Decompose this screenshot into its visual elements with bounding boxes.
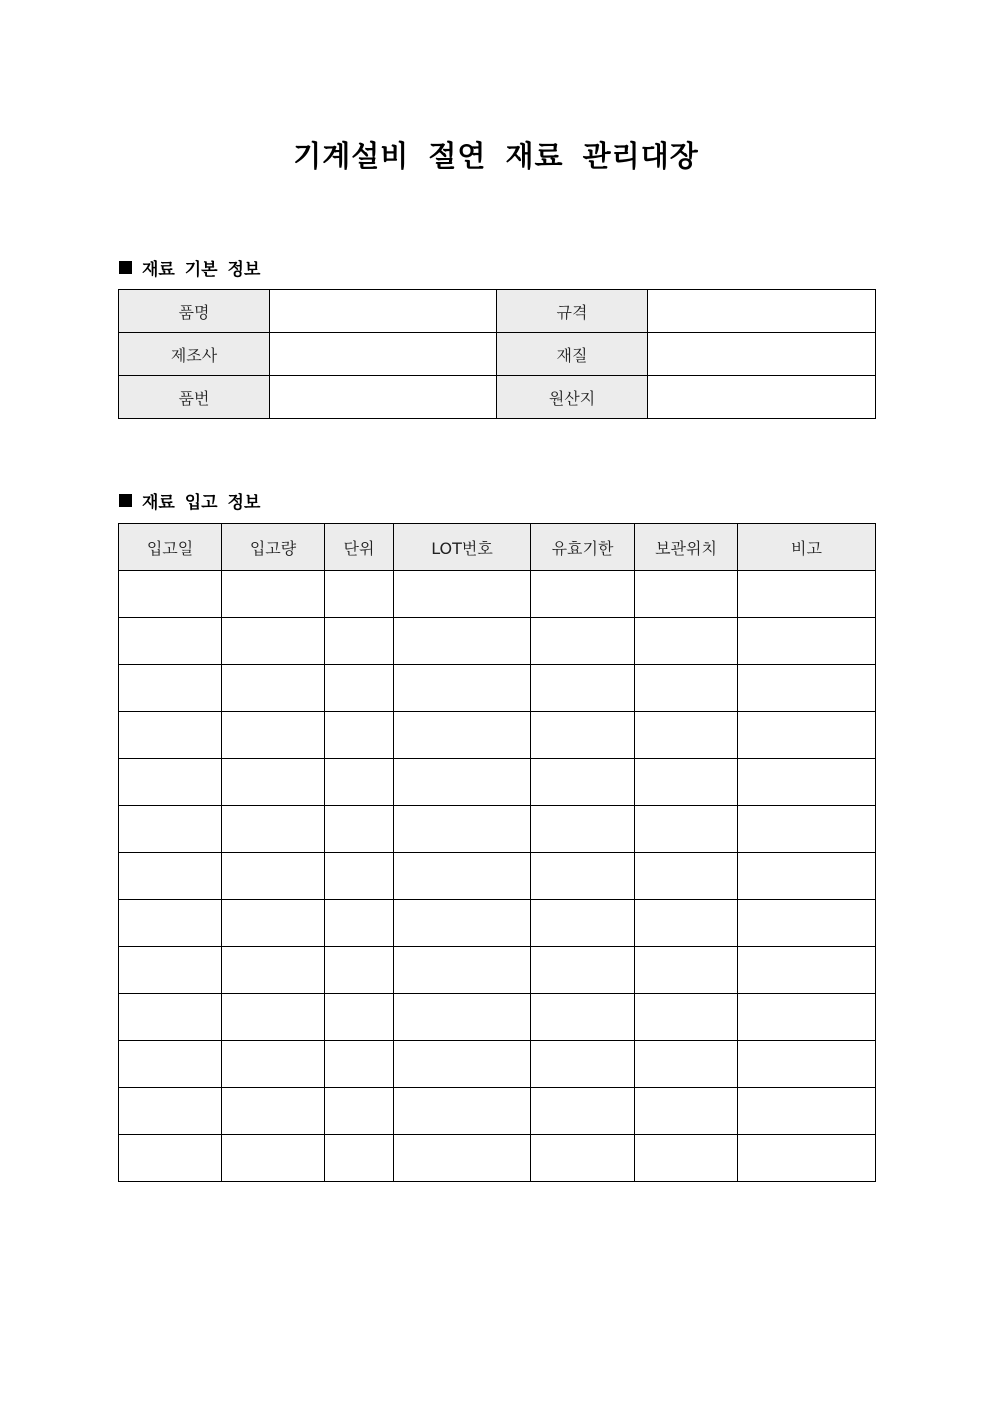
column-header: 보관위치 xyxy=(635,524,738,571)
table-cell[interactable] xyxy=(119,1041,222,1088)
table-cell[interactable] xyxy=(394,947,531,994)
square-bullet-icon xyxy=(119,261,132,274)
field-value[interactable] xyxy=(270,333,497,376)
field-value[interactable] xyxy=(648,333,876,376)
table-cell[interactable] xyxy=(531,806,635,853)
table-cell[interactable] xyxy=(635,1088,738,1135)
table-cell[interactable] xyxy=(325,806,394,853)
table-cell[interactable] xyxy=(738,947,876,994)
table-cell[interactable] xyxy=(635,1041,738,1088)
table-cell[interactable] xyxy=(738,571,876,618)
field-label: 품번 xyxy=(119,376,270,419)
table-cell[interactable] xyxy=(394,759,531,806)
table-row xyxy=(119,665,876,712)
table-cell[interactable] xyxy=(738,1135,876,1182)
table-cell[interactable] xyxy=(325,994,394,1041)
field-value[interactable] xyxy=(648,290,876,333)
square-bullet-icon xyxy=(119,494,132,507)
table-row xyxy=(119,900,876,947)
table-cell[interactable] xyxy=(394,571,531,618)
table-row xyxy=(119,571,876,618)
table-row xyxy=(119,947,876,994)
table-cell[interactable] xyxy=(531,947,635,994)
table-cell[interactable] xyxy=(119,618,222,665)
table-cell[interactable] xyxy=(394,853,531,900)
table-cell[interactable] xyxy=(738,665,876,712)
table-cell[interactable] xyxy=(222,1135,325,1182)
table-cell[interactable] xyxy=(531,712,635,759)
table-cell[interactable] xyxy=(738,853,876,900)
page-title: 기계설비 절연 재료 관리대장 xyxy=(293,139,699,173)
table-cell[interactable] xyxy=(222,1041,325,1088)
table-cell[interactable] xyxy=(635,759,738,806)
table-cell[interactable] xyxy=(222,806,325,853)
basic-info-heading xyxy=(119,255,260,280)
table-cell[interactable] xyxy=(222,994,325,1041)
table-cell[interactable] xyxy=(222,900,325,947)
table-row xyxy=(119,333,876,376)
column-header: 유효기한 xyxy=(531,524,635,571)
table-cell[interactable] xyxy=(119,806,222,853)
table-cell[interactable] xyxy=(635,806,738,853)
table-cell[interactable] xyxy=(531,1135,635,1182)
table-cell[interactable] xyxy=(222,1088,325,1135)
field-value[interactable] xyxy=(648,376,876,419)
field-value[interactable] xyxy=(270,290,497,333)
table-cell[interactable] xyxy=(119,947,222,994)
table-cell[interactable] xyxy=(635,900,738,947)
table-cell[interactable] xyxy=(738,900,876,947)
column-header: LOT번호 xyxy=(394,524,531,571)
table-row xyxy=(119,1135,876,1182)
table-cell[interactable] xyxy=(325,571,394,618)
table-cell[interactable] xyxy=(119,571,222,618)
table-cell[interactable] xyxy=(394,1135,531,1182)
column-header: 단위 xyxy=(325,524,394,571)
column-header: 입고일 xyxy=(119,524,222,571)
table-row xyxy=(119,618,876,665)
table-row xyxy=(119,376,876,419)
field-value[interactable] xyxy=(270,376,497,419)
table-cell[interactable] xyxy=(531,853,635,900)
table-cell[interactable] xyxy=(325,618,394,665)
table-cell[interactable] xyxy=(119,900,222,947)
table-cell[interactable] xyxy=(531,1041,635,1088)
table-cell[interactable] xyxy=(635,618,738,665)
table-cell[interactable] xyxy=(325,665,394,712)
table-cell[interactable] xyxy=(325,1088,394,1135)
table-cell[interactable] xyxy=(119,1088,222,1135)
table-cell[interactable] xyxy=(738,759,876,806)
basic-info-table xyxy=(118,289,876,419)
table-cell[interactable] xyxy=(738,1088,876,1135)
table-cell[interactable] xyxy=(394,994,531,1041)
table-row xyxy=(119,806,876,853)
table-cell[interactable] xyxy=(119,994,222,1041)
table-cell[interactable] xyxy=(394,618,531,665)
table-cell[interactable] xyxy=(222,618,325,665)
table-cell[interactable] xyxy=(635,665,738,712)
table-cell[interactable] xyxy=(119,665,222,712)
table-cell[interactable] xyxy=(531,571,635,618)
table-cell[interactable] xyxy=(531,759,635,806)
table-cell[interactable] xyxy=(119,712,222,759)
field-label: 규격 xyxy=(497,290,648,333)
table-cell[interactable] xyxy=(325,712,394,759)
table-cell[interactable] xyxy=(325,759,394,806)
table-cell[interactable] xyxy=(738,712,876,759)
table-row xyxy=(119,1041,876,1088)
table-header-row xyxy=(119,524,876,571)
table-cell[interactable] xyxy=(325,1135,394,1182)
table-cell[interactable] xyxy=(394,806,531,853)
field-label: 제조사 xyxy=(119,333,270,376)
table-cell[interactable] xyxy=(635,571,738,618)
table-cell[interactable] xyxy=(394,900,531,947)
table-cell[interactable] xyxy=(119,1135,222,1182)
table-cell[interactable] xyxy=(394,1088,531,1135)
table-cell[interactable] xyxy=(738,618,876,665)
table-cell[interactable] xyxy=(394,712,531,759)
table-cell[interactable] xyxy=(394,1041,531,1088)
table-cell[interactable] xyxy=(635,947,738,994)
table-row xyxy=(119,290,876,333)
table-cell[interactable] xyxy=(325,947,394,994)
table-cell[interactable] xyxy=(222,759,325,806)
table-cell[interactable] xyxy=(325,900,394,947)
column-header: 입고량 xyxy=(222,524,325,571)
table-cell[interactable] xyxy=(738,1041,876,1088)
table-row xyxy=(119,994,876,1041)
table-cell[interactable] xyxy=(222,665,325,712)
table-cell[interactable] xyxy=(531,994,635,1041)
table-row xyxy=(119,759,876,806)
table-cell[interactable] xyxy=(325,1041,394,1088)
table-cell[interactable] xyxy=(222,571,325,618)
table-row xyxy=(119,853,876,900)
table-cell[interactable] xyxy=(531,900,635,947)
table-cell[interactable] xyxy=(325,853,394,900)
table-cell[interactable] xyxy=(531,665,635,712)
receipt-table-body xyxy=(119,571,876,1182)
table-cell[interactable] xyxy=(738,806,876,853)
table-cell[interactable] xyxy=(531,618,635,665)
table-cell[interactable] xyxy=(635,712,738,759)
basic-info-heading-label: 재료 기본 정보 xyxy=(142,260,261,280)
column-header: 비고 xyxy=(738,524,876,571)
table-cell[interactable] xyxy=(394,665,531,712)
receipt-info-heading xyxy=(119,488,260,513)
table-cell[interactable] xyxy=(635,853,738,900)
table-row xyxy=(119,1088,876,1135)
field-label: 품명 xyxy=(119,290,270,333)
table-cell[interactable] xyxy=(635,994,738,1041)
table-cell[interactable] xyxy=(635,1135,738,1182)
receipt-info-heading-label: 재료 입고 정보 xyxy=(142,493,261,513)
table-cell[interactable] xyxy=(738,994,876,1041)
table-cell[interactable] xyxy=(222,853,325,900)
receipt-info-table xyxy=(118,523,876,1182)
table-cell[interactable] xyxy=(119,759,222,806)
field-label: 원산지 xyxy=(497,376,648,419)
table-cell[interactable] xyxy=(222,712,325,759)
table-cell[interactable] xyxy=(531,1088,635,1135)
table-cell[interactable] xyxy=(119,853,222,900)
table-row xyxy=(119,712,876,759)
field-label: 재질 xyxy=(497,333,648,376)
table-cell[interactable] xyxy=(222,947,325,994)
